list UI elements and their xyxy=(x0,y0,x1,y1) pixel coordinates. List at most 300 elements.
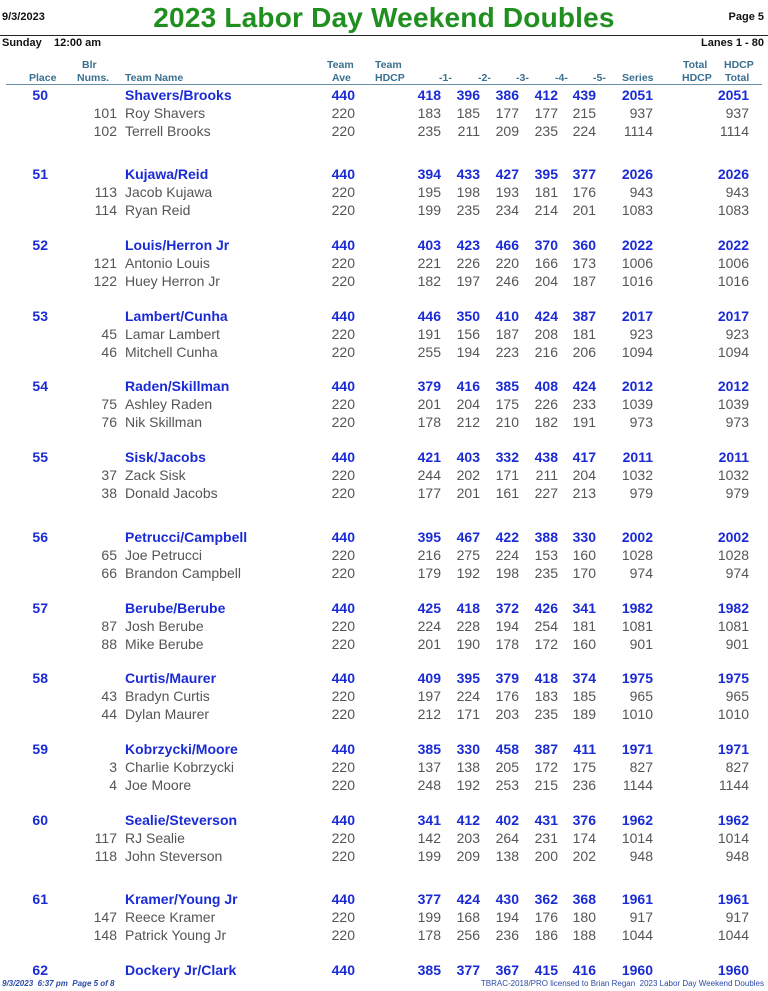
team-average: 440 xyxy=(331,87,355,103)
bowler-number: 75 xyxy=(101,396,117,412)
bowler-series: 973 xyxy=(629,414,653,430)
team-series: 2002 xyxy=(621,529,653,545)
bowler-game-1: 182 xyxy=(417,273,441,289)
team-game-5: 387 xyxy=(572,308,596,324)
bowler-hdcp-total: 827 xyxy=(725,759,749,775)
bowler-name: Jacob Kujawa xyxy=(125,184,213,200)
bowler-average: 220 xyxy=(331,636,355,652)
bowler-game-1: 248 xyxy=(417,777,441,793)
bowler-average: 220 xyxy=(331,909,355,925)
bowler-game-1: 255 xyxy=(417,344,441,360)
bowler-hdcp-total: 1039 xyxy=(717,396,749,412)
team-hdcp-total: 1975 xyxy=(717,670,749,686)
bowler-game-5: 187 xyxy=(572,273,596,289)
bowler-average: 220 xyxy=(331,830,355,846)
team-hdcp-total: 2022 xyxy=(717,237,749,253)
session-label: Sunday 12:00 am xyxy=(2,37,102,49)
bowler-game-4: 176 xyxy=(534,909,558,925)
bowler-game-4: 181 xyxy=(534,184,558,200)
footer-print-info: 9/3/2023 6:37 pm Page 5 of 8 xyxy=(2,979,115,988)
bowler-game-1: 137 xyxy=(417,759,441,775)
bowler-game-5: 213 xyxy=(572,485,596,501)
bowler-game-2: 202 xyxy=(456,467,480,483)
team-game-4: 415 xyxy=(534,962,558,978)
bowler-game-2: 203 xyxy=(456,830,480,846)
bowler-game-1: 221 xyxy=(417,255,441,271)
bowler-number: 4 xyxy=(109,777,117,793)
bowler-game-2: 192 xyxy=(456,777,480,793)
bowler-game-3: 194 xyxy=(495,909,519,925)
bowler-hdcp-total: 1144 xyxy=(718,777,749,793)
bowler-game-5: 173 xyxy=(572,255,596,271)
team-hdcp-total: 1962 xyxy=(717,812,749,828)
team-game-3: 372 xyxy=(495,600,519,616)
bowler-game-3: 205 xyxy=(495,759,519,775)
bowler-game-1: 191 xyxy=(417,326,441,342)
team-average: 440 xyxy=(331,741,355,757)
team-game-3: 410 xyxy=(495,308,519,324)
bowler-game-1: 179 xyxy=(417,565,441,581)
team-game-5: 360 xyxy=(572,237,596,253)
bowler-game-2: 275 xyxy=(456,547,480,563)
bowler-series: 917 xyxy=(629,909,653,925)
bowler-game-1: 142 xyxy=(417,830,441,846)
team-average: 440 xyxy=(331,166,355,182)
team-game-4: 431 xyxy=(534,812,558,828)
col-game-2: -2- xyxy=(478,72,491,84)
bowler-series: 1083 xyxy=(621,202,653,218)
bowler-game-2: 190 xyxy=(456,636,480,652)
bowler-game-4: 214 xyxy=(534,202,558,218)
bowler-game-4: 166 xyxy=(534,255,558,271)
team-game-2: 424 xyxy=(456,891,480,907)
col-total-hdcp-2: HDCP xyxy=(682,72,712,84)
bowler-series: 1114 xyxy=(623,123,653,139)
bowler-game-2: 204 xyxy=(456,396,480,412)
bowler-game-4: 215 xyxy=(534,777,558,793)
bowler-game-5: 191 xyxy=(572,414,596,430)
bowler-number: 147 xyxy=(93,909,117,925)
team-hdcp-total: 1982 xyxy=(717,600,749,616)
bowler-game-5: 224 xyxy=(572,123,596,139)
team-game-4: 418 xyxy=(534,670,558,686)
bowler-name: Antonio Louis xyxy=(125,255,210,271)
bowler-series: 1028 xyxy=(621,547,653,563)
bowler-name: Josh Berube xyxy=(125,618,204,634)
bowler-number: 65 xyxy=(101,547,117,563)
bowler-game-5: 185 xyxy=(572,688,596,704)
col-game-5: -5- xyxy=(593,72,606,84)
team-game-4: 412 xyxy=(534,87,558,103)
bowler-game-3: 203 xyxy=(495,706,519,722)
team-game-4: 387 xyxy=(534,741,558,757)
team-hdcp-total: 2026 xyxy=(717,166,749,182)
team-hdcp-total: 1960 xyxy=(717,962,749,978)
bowler-name: Ashley Raden xyxy=(125,396,213,412)
team-game-5: 374 xyxy=(572,670,596,686)
team-place: 50 xyxy=(32,87,48,103)
team-game-3: 379 xyxy=(495,670,519,686)
team-game-5: 439 xyxy=(572,87,596,103)
team-game-4: 408 xyxy=(534,378,558,394)
team-game-4: 395 xyxy=(534,166,558,182)
bowler-game-3: 198 xyxy=(495,565,519,581)
bowler-game-5: 201 xyxy=(572,202,596,218)
bowler-series: 965 xyxy=(629,688,653,704)
bowler-hdcp-total: 1028 xyxy=(717,547,749,563)
col-team-ave-1: Team xyxy=(327,59,354,71)
bowler-name: Ryan Reid xyxy=(125,202,191,218)
bowler-name: Lamar Lambert xyxy=(125,326,220,342)
team-name: Raden/Skillman xyxy=(125,378,230,394)
team-game-2: 395 xyxy=(456,670,480,686)
bowler-average: 220 xyxy=(331,202,355,218)
bowler-average: 220 xyxy=(331,618,355,634)
bowler-hdcp-total: 1094 xyxy=(717,344,749,360)
col-game-4: -4- xyxy=(555,72,568,84)
team-average: 440 xyxy=(331,237,355,253)
bowler-game-4: 172 xyxy=(534,636,558,652)
bowler-series: 1014 xyxy=(621,830,653,846)
team-place: 60 xyxy=(32,812,48,828)
bowler-name: John Steverson xyxy=(125,848,223,864)
col-total-hdcp-1: Total xyxy=(683,59,708,71)
bowler-game-3: 176 xyxy=(495,688,519,704)
bowler-series: 923 xyxy=(629,326,653,342)
team-game-5: 416 xyxy=(572,962,596,978)
team-name: Kujawa/Reid xyxy=(125,166,209,182)
team-game-3: 332 xyxy=(495,449,519,465)
bowler-hdcp-total: 1010 xyxy=(717,706,749,722)
bowler-number: 101 xyxy=(93,105,117,121)
team-name: Shavers/Brooks xyxy=(125,87,232,103)
team-game-5: 411 xyxy=(573,741,596,757)
bowler-hdcp-total: 1081 xyxy=(717,618,749,634)
bowler-game-1: 212 xyxy=(417,706,441,722)
bowler-average: 220 xyxy=(331,759,355,775)
bowler-game-3: 178 xyxy=(495,636,519,652)
team-average: 440 xyxy=(331,962,355,978)
team-game-5: 341 xyxy=(572,600,596,616)
bowler-name: Huey Herron Jr xyxy=(125,273,220,289)
team-game-2: 416 xyxy=(456,378,480,394)
bowler-game-2: 168 xyxy=(456,909,480,925)
team-average: 440 xyxy=(331,378,355,394)
bowler-game-3: 224 xyxy=(495,547,519,563)
bowler-game-3: 234 xyxy=(495,202,519,218)
footer-license: TBRAC-2018/PRO licensed to Brian Regan 2023 Labor Day Weekend Doubles xyxy=(480,979,764,988)
team-game-3: 430 xyxy=(495,891,519,907)
bowler-series: 979 xyxy=(629,485,653,501)
col-game-3: -3- xyxy=(516,72,529,84)
bowler-game-2: 138 xyxy=(456,759,480,775)
bowler-game-4: 177 xyxy=(534,105,558,121)
bowler-game-5: 181 xyxy=(572,618,596,634)
lanes-label: Lanes 1 - 80 xyxy=(701,37,764,49)
col-team-hdcp-1: Team xyxy=(375,59,402,71)
bowler-name: Joe Moore xyxy=(125,777,192,793)
bowler-hdcp-total: 1032 xyxy=(717,467,749,483)
bowler-game-5: 233 xyxy=(572,396,596,412)
team-game-1: 385 xyxy=(417,741,441,757)
bowler-game-1: 197 xyxy=(417,688,441,704)
bowler-game-1: 235 xyxy=(417,123,441,139)
bowler-game-3: 236 xyxy=(495,927,519,943)
column-rule xyxy=(6,84,762,85)
bowler-game-4: 186 xyxy=(534,927,558,943)
team-game-1: 403 xyxy=(417,237,441,253)
bowler-game-4: 235 xyxy=(534,706,558,722)
team-name: Kobrzycki/Moore xyxy=(125,741,238,757)
team-game-1: 409 xyxy=(417,670,441,686)
bowler-number: 38 xyxy=(101,485,117,501)
bowler-game-3: 138 xyxy=(495,848,519,864)
team-game-5: 368 xyxy=(572,891,596,907)
bowler-name: RJ Sealie xyxy=(125,830,185,846)
team-name: Lambert/Cunha xyxy=(125,308,228,324)
bowler-average: 220 xyxy=(331,344,355,360)
team-game-3: 385 xyxy=(495,378,519,394)
bowler-game-2: 256 xyxy=(456,927,480,943)
bowler-series: 1039 xyxy=(621,396,653,412)
team-game-2: 433 xyxy=(456,166,480,182)
team-game-1: 394 xyxy=(417,166,441,182)
bowler-series: 974 xyxy=(629,565,653,581)
bowler-game-4: 216 xyxy=(534,344,558,360)
team-game-1: 446 xyxy=(417,308,441,324)
team-name: Sealie/Steverson xyxy=(125,812,238,828)
bowler-number: 148 xyxy=(93,927,117,943)
team-game-2: 467 xyxy=(456,529,480,545)
col-game-1: -1- xyxy=(439,72,452,84)
bowler-game-2: 197 xyxy=(456,273,480,289)
bowler-game-1: 178 xyxy=(417,414,441,430)
team-hdcp-total: 2017 xyxy=(717,308,749,324)
bowler-game-2: 171 xyxy=(456,706,480,722)
bowler-game-3: 171 xyxy=(495,467,519,483)
bowler-game-5: 189 xyxy=(572,706,596,722)
col-hdcp-total-1: HDCP xyxy=(724,59,754,71)
team-name: Sisk/Jacobs xyxy=(125,449,206,465)
team-game-5: 377 xyxy=(572,166,596,182)
bowler-average: 220 xyxy=(331,688,355,704)
bowler-game-2: 228 xyxy=(456,618,480,634)
team-game-5: 376 xyxy=(572,812,596,828)
bowler-name: Donald Jacobs xyxy=(125,485,218,501)
bowler-average: 220 xyxy=(331,255,355,271)
team-game-1: 377 xyxy=(417,891,441,907)
bowler-average: 220 xyxy=(331,777,355,793)
bowler-average: 220 xyxy=(331,414,355,430)
bowler-name: Joe Petrucci xyxy=(125,547,203,563)
bowler-game-1: 199 xyxy=(417,909,441,925)
bowler-game-4: 204 xyxy=(534,273,558,289)
bowler-number: 44 xyxy=(101,706,117,722)
bowler-game-4: 235 xyxy=(534,123,558,139)
bowler-average: 220 xyxy=(331,485,355,501)
bowler-average: 220 xyxy=(331,467,355,483)
bowler-game-2: 185 xyxy=(456,105,480,121)
team-place: 54 xyxy=(32,378,48,394)
bowler-game-5: 215 xyxy=(572,105,596,121)
bowler-game-1: 177 xyxy=(417,485,441,501)
bowler-name: Brandon Campbell xyxy=(125,565,241,581)
bowler-game-4: 208 xyxy=(534,326,558,342)
bowler-name: Terrell Brooks xyxy=(125,123,211,139)
bowler-number: 114 xyxy=(94,202,117,218)
bowler-game-2: 224 xyxy=(456,688,480,704)
team-series: 2051 xyxy=(621,87,653,103)
bowler-hdcp-total: 973 xyxy=(725,414,749,430)
bowler-hdcp-total: 1083 xyxy=(717,202,749,218)
team-game-3: 422 xyxy=(495,529,519,545)
team-game-5: 330 xyxy=(572,529,596,545)
bowler-game-1: 195 xyxy=(417,184,441,200)
bowler-game-4: 231 xyxy=(534,830,558,846)
team-place: 52 xyxy=(32,237,48,253)
bowler-hdcp-total: 1016 xyxy=(717,273,749,289)
bowler-game-5: 160 xyxy=(572,636,596,652)
bowler-game-3: 177 xyxy=(495,105,519,121)
bowler-series: 1010 xyxy=(621,706,653,722)
bowler-hdcp-total: 923 xyxy=(725,326,749,342)
team-place: 55 xyxy=(32,449,48,465)
team-place: 51 xyxy=(32,166,48,182)
bowler-series: 827 xyxy=(629,759,653,775)
bowler-game-4: 254 xyxy=(534,618,558,634)
bowler-game-1: 224 xyxy=(417,618,441,634)
col-blr-2: Nums. xyxy=(77,72,110,84)
team-hdcp-total: 2012 xyxy=(717,378,749,394)
bowler-game-5: 204 xyxy=(572,467,596,483)
bowler-game-3: 187 xyxy=(495,326,519,342)
team-series: 1961 xyxy=(621,891,653,907)
bowler-name: Reece Kramer xyxy=(125,909,216,925)
bowler-game-1: 244 xyxy=(417,467,441,483)
team-place: 57 xyxy=(32,600,48,616)
bowler-game-2: 235 xyxy=(456,202,480,218)
bowler-game-4: 211 xyxy=(535,467,558,483)
bowler-number: 43 xyxy=(101,688,117,704)
col-place: Place xyxy=(29,72,57,84)
team-series: 1982 xyxy=(621,600,653,616)
bowler-series: 937 xyxy=(629,105,653,121)
team-game-1: 395 xyxy=(417,529,441,545)
bowler-game-5: 170 xyxy=(572,565,596,581)
bowler-game-3: 220 xyxy=(495,255,519,271)
bowler-hdcp-total: 1014 xyxy=(717,830,749,846)
team-series: 1975 xyxy=(621,670,653,686)
team-game-2: 350 xyxy=(456,308,480,324)
bowler-game-1: 201 xyxy=(417,636,441,652)
team-hdcp-total: 2002 xyxy=(717,529,749,545)
bowler-hdcp-total: 1044 xyxy=(717,927,749,943)
bowler-name: Mike Berube xyxy=(125,636,204,652)
team-series: 2026 xyxy=(621,166,653,182)
team-game-4: 438 xyxy=(534,449,558,465)
bowler-game-2: 198 xyxy=(456,184,480,200)
bowler-hdcp-total: 943 xyxy=(725,184,749,200)
bowler-number: 76 xyxy=(101,414,117,430)
bowler-game-5: 236 xyxy=(572,777,596,793)
bowler-average: 220 xyxy=(331,927,355,943)
bowler-game-3: 210 xyxy=(495,414,519,430)
team-series: 2011 xyxy=(622,449,653,465)
bowler-number: 121 xyxy=(93,255,117,271)
team-game-4: 388 xyxy=(534,529,558,545)
bowler-average: 220 xyxy=(331,273,355,289)
col-blr-1: Blr xyxy=(82,59,97,71)
bowler-average: 220 xyxy=(331,565,355,581)
bowler-hdcp-total: 917 xyxy=(725,909,749,925)
bowler-game-5: 174 xyxy=(572,830,596,846)
bowler-game-3: 209 xyxy=(495,123,519,139)
team-game-3: 386 xyxy=(495,87,519,103)
bowler-game-3: 223 xyxy=(495,344,519,360)
bowler-game-1: 199 xyxy=(417,848,441,864)
team-game-2: 396 xyxy=(456,87,480,103)
team-series: 1971 xyxy=(621,741,653,757)
team-game-3: 427 xyxy=(495,166,519,182)
bowler-number: 88 xyxy=(101,636,117,652)
bowler-game-5: 188 xyxy=(572,927,596,943)
team-game-4: 426 xyxy=(534,600,558,616)
bowler-average: 220 xyxy=(331,326,355,342)
bowler-average: 220 xyxy=(331,123,355,139)
bowler-series: 1006 xyxy=(621,255,653,271)
page-number: Page 5 xyxy=(728,11,764,23)
bowler-hdcp-total: 1114 xyxy=(719,123,749,139)
bowler-game-3: 253 xyxy=(495,777,519,793)
team-game-2: 412 xyxy=(456,812,480,828)
bowler-series: 1081 xyxy=(621,618,653,634)
bowler-number: 122 xyxy=(93,273,117,289)
bowler-series: 1016 xyxy=(621,273,653,289)
report-title: 2023 Labor Day Weekend Doubles xyxy=(153,2,615,33)
team-series: 2017 xyxy=(621,308,653,324)
team-game-2: 418 xyxy=(456,600,480,616)
bowler-game-4: 172 xyxy=(534,759,558,775)
bowler-hdcp-total: 974 xyxy=(725,565,749,581)
bowler-game-1: 178 xyxy=(417,927,441,943)
bowler-series: 1144 xyxy=(622,777,653,793)
team-average: 440 xyxy=(331,600,355,616)
team-average: 440 xyxy=(331,891,355,907)
bowler-game-3: 175 xyxy=(495,396,519,412)
bowler-hdcp-total: 965 xyxy=(725,688,749,704)
team-game-4: 370 xyxy=(534,237,558,253)
bowler-name: Patrick Young Jr xyxy=(125,927,227,943)
bowler-series: 1044 xyxy=(621,927,653,943)
team-name: Petrucci/Campbell xyxy=(125,529,248,545)
team-hdcp-total: 2051 xyxy=(717,87,749,103)
bowler-game-2: 201 xyxy=(456,485,480,501)
bowler-number: 45 xyxy=(101,326,117,342)
team-game-3: 367 xyxy=(495,962,519,978)
team-place: 56 xyxy=(32,529,48,545)
header-rule xyxy=(0,35,768,36)
team-game-2: 377 xyxy=(456,962,480,978)
team-game-3: 458 xyxy=(495,741,519,757)
team-average: 440 xyxy=(331,812,355,828)
team-average: 440 xyxy=(331,529,355,545)
team-place: 59 xyxy=(32,741,48,757)
bowler-number: 117 xyxy=(94,830,117,846)
team-game-3: 402 xyxy=(495,812,519,828)
bowler-game-4: 200 xyxy=(534,848,558,864)
bowler-number: 118 xyxy=(94,848,117,864)
team-hdcp-total: 1971 xyxy=(717,741,749,757)
